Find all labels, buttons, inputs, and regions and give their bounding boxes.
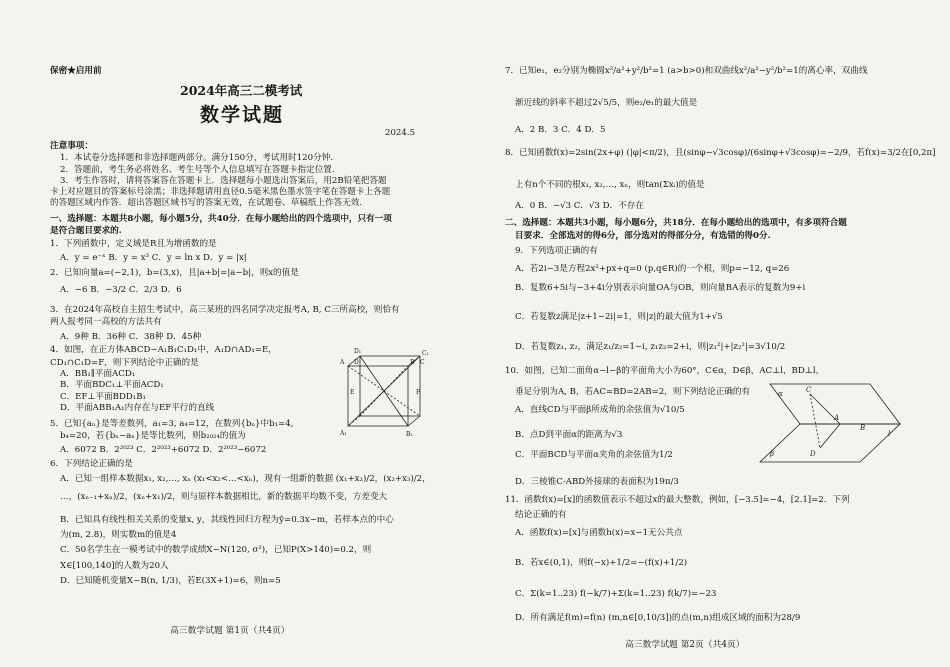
fig4-label: B bbox=[410, 359, 415, 366]
question-line-q5b: b₄=20，若{bₙ−aₙ}是等比数列，则b₂₀₂₄的值为 bbox=[60, 431, 246, 441]
dihedral-figure bbox=[750, 376, 910, 466]
question-line-q6D: D．已知随机变量X~B(n, 1/3)，若E(3X+1)=6，则n=5 bbox=[60, 576, 281, 586]
fig4-label: B₁ bbox=[406, 431, 413, 438]
exam-title: 2024年高三二模考试 bbox=[180, 83, 303, 98]
question-line-q7a: 7．已知e₁，e₂分别为椭圆x²/a²+y²/b²=1 (a>b>0)和双曲线x²/a²−y²/b²=1的离心率，双曲线 bbox=[505, 66, 868, 76]
question-line-n3b: 卡上对应题目的答案标号涂黑；非选择题请用直径0.5毫米黑色墨水签字笔在答题卡上各题 bbox=[50, 187, 391, 197]
question-line-q10A: A．直线CD与平面β所成角的余弦值为√10/5 bbox=[515, 405, 685, 415]
right-page bbox=[495, 0, 936, 667]
question-line-q4B: B．平面BDC₁⊥平面ACD₁ bbox=[60, 380, 164, 390]
fig4-label: C bbox=[420, 359, 425, 366]
exam-date: 2024.5 bbox=[385, 128, 416, 138]
question-line-q4b: CD₁∩C₁D=F，则下列结论中正确的是 bbox=[50, 358, 199, 368]
fig10-label: l bbox=[888, 430, 891, 438]
question-line-q8b: 上有n个不同的根x₁, x₂,…, xₙ，则tan(Σxᵢ)的值是 bbox=[515, 180, 705, 190]
question-line-q7b: 渐近线的斜率不超过2√5/5，则e₂/e₁的最大值是 bbox=[515, 98, 698, 108]
question-line-q11B: B．若x∈(0,1)，则f(−x)+1/2=−(f(x)+1/2) bbox=[515, 558, 688, 568]
question-line-n1: 1．本试卷分选择题和非选择题两部分。满分150分，考试用时120分钟. bbox=[60, 153, 334, 163]
fig4-label: D bbox=[354, 359, 359, 366]
question-line-n3a: 3．考生作答时，请将答案答在答题卡上．选择题每小题选出答案后，用2B铅笔把答题 bbox=[60, 176, 387, 186]
question-line-q6C1: C．50名学生在一模考试中的数学成绩X~N(120, σ²)，已知P(X>140)=0.2，则 bbox=[60, 545, 372, 555]
question-line-q9A: A．若2i−3是方程2x²+px+q=0 (p,q∈R)的一个根，则p=−12, q=26 bbox=[515, 264, 790, 274]
question-line-q10b: 垂足分别为A, B，若AC=BD=2AB=2，则下列结论正确的有 bbox=[515, 387, 751, 397]
question-line-q4C: C．EF⊥平面BDD₁B₁ bbox=[60, 392, 146, 402]
question-line-s2a: 二、选择题：本题共3小题，每小题6分，共18分．在每小题给出的选项中，有多项符合题 bbox=[505, 218, 847, 228]
confidential-mark: 保密★启用前 bbox=[50, 66, 102, 76]
question-line-q11D: D．所有满足f(m)=f(n) (m,n∈[0,10/3])的点(m,n)组成区域的面积为28/9 bbox=[515, 613, 801, 623]
question-line-q6A2: …，(xₙ₋₁+xₙ)/2，(xₙ+x₁)/2，则与原样本数据相比，新的数据平均数不变，方差变大 bbox=[60, 492, 388, 502]
question-line-q8o: A．0 B．−√3 C．√3 D．不存在 bbox=[515, 201, 644, 211]
question-line-s2b: 目要求．全部选对的得6分，部分选对的得部分分，有选错的得0分. bbox=[515, 231, 771, 241]
question-line-q4a: 4．如图，在正方体ABCD−A₁B₁C₁D₁中，A₁D∩AD₁=E， bbox=[50, 345, 277, 355]
fig4-label: E bbox=[350, 389, 355, 396]
footer-right: 高三数学试题 第2页（共4页） bbox=[625, 640, 745, 650]
question-line-q4D: D．平面ABB₁A₁内存在与EF平行的直线 bbox=[60, 403, 215, 413]
question-line-n2: 2．答题前，考生务必将姓名、考生号等个人信息填写在答题卡指定位置. bbox=[60, 165, 335, 175]
fig4-label: C₁ bbox=[422, 350, 429, 357]
question-line-q9B: B．复数6+5i与−3+4i分别表示向量OA与OB，则向量BA表示的复数为9+i bbox=[515, 283, 806, 293]
question-line-q6: 6．下列结论正确的是 bbox=[50, 459, 133, 469]
question-line-q9: 9．下列选项正确的有 bbox=[515, 246, 598, 256]
question-line-q6B2: 为(m, 2.8)，则实数m的值是4 bbox=[60, 530, 177, 540]
question-line-s1a: 一、选择题：本题共8小题，每小题5分，共40分．在每小题给出的四个选项中，只有一项 bbox=[50, 214, 392, 224]
question-line-q9D: D．若复数z₁, z₂，满足z₁/z₂=1−i, z₁z₂=2+i，则|z₁²|+|z₂²|=3√10/2 bbox=[515, 342, 786, 352]
question-line-q6C2: X∈[100,140]的人数为20人 bbox=[60, 561, 169, 571]
fig4-label: A₁ bbox=[340, 430, 347, 437]
footer-left: 高三数学试题 第1页（共4页） bbox=[170, 626, 290, 636]
question-line-notes: 注意事项： bbox=[50, 141, 93, 151]
fig4-label: F bbox=[416, 389, 421, 396]
question-line-q2o: A．−6 B．−3/2 C．2/3 D．6 bbox=[60, 285, 182, 295]
question-line-q1o: A．y = e⁻ˣ B．y = x³ C．y = ln x D．y = |x| bbox=[60, 253, 247, 263]
question-line-q5o: A．6072 B．2²⁰²³ C．2²⁰²³+6072 D．2²⁰²³−6072 bbox=[60, 445, 267, 455]
subject-title: 数学试题 bbox=[200, 104, 285, 126]
left-page bbox=[40, 0, 460, 667]
question-line-q10B: B．点D到平面α的距离为√3 bbox=[515, 430, 623, 440]
question-line-q8a: 8．已知函数f(x)=2sin(2x+φ) (|φ|<π/2)，且(sinφ−√3cosφ)/(6sinφ+√3cosφ)=−2/9，若f(x)=3/2在[0,2π] bbox=[505, 148, 936, 158]
question-line-q3o: A．9种 B．36种 C．38种 D．45种 bbox=[60, 332, 202, 342]
question-line-q7o: A．2 B．3 C．4 D．5 bbox=[515, 125, 606, 135]
question-line-q11b: 结论正确的有 bbox=[515, 510, 567, 520]
question-line-q5a: 5．已知{aₙ}是等差数列，a₁=3, a₄=12，在数列{bₙ}中b₁=4, bbox=[50, 419, 294, 429]
question-line-q4A: A．BB₁∥平面ACD₁ bbox=[60, 369, 136, 379]
question-line-q3a: 3．在2024年高校自主招生考试中，高三某班的四名同学决定报考A, B, C三所高校，则恰有 bbox=[50, 305, 400, 315]
question-line-q11A: A．函数f(x)=[x]与函数h(x)=x−1无公共点 bbox=[515, 528, 683, 538]
question-line-q11C: C．Σ(k=1..23) f(−k/7)+Σ(k=1..23) f(k/7)=−23 bbox=[515, 589, 717, 599]
question-line-s1b: 是符合题目要求的. bbox=[50, 226, 122, 236]
question-line-q2: 2．已知向量a=(−2,1)，b=(3,x)，且|a+b|=|a−b|，则x的值是 bbox=[50, 268, 299, 278]
fig10-label: A bbox=[834, 414, 840, 422]
fig4-label: A bbox=[340, 359, 345, 366]
question-line-q3b: 两人报考同一高校的方法共有 bbox=[50, 317, 162, 327]
question-line-q1: 1．下列函数中，定义域是R且为增函数的是 bbox=[50, 239, 217, 249]
question-line-q10D: D．三棱锥C-ABD外接球的表面积为19π/3 bbox=[515, 477, 679, 487]
fig4-label: D₁ bbox=[354, 348, 362, 355]
question-line-q10a: 10．如图，已知二面角α−l−β的平面角大小为60°，C∈α，D∈β，AC⊥l，BD⊥l， bbox=[505, 366, 825, 376]
question-line-q9C: C．若复数z满足|z+1−2i|=1，则|z|的最大值为1+√5 bbox=[515, 312, 723, 322]
fig10-label: α bbox=[778, 390, 783, 398]
question-line-q11a: 11．函数f(x)=[x]的函数值表示不超过x的最大整数，例如，[−3.5]=−4，[2.1]=2．下列 bbox=[505, 495, 850, 505]
fig10-label: β bbox=[770, 450, 775, 458]
cube-figure bbox=[340, 346, 440, 438]
question-line-q6A1: A．已知一组样本数据x₁, x₂,…, xₙ (x₁<x₂<…<xₙ)，现有一组新的数据 (x₁+x₂)/2，(x₂+x₃)/2， bbox=[60, 474, 431, 484]
fig10-label: B bbox=[860, 424, 866, 432]
fig10-label: C bbox=[806, 386, 812, 394]
question-line-q6B1: B．已知具有线性相关关系的变量x, y，其线性回归方程为ŷ=0.3x−m，若样本点的中心 bbox=[60, 515, 394, 525]
question-line-q10C: C．平面BCD与平面α夹角的余弦值为1/2 bbox=[515, 450, 673, 460]
question-line-n3c: 的答题区域内作答．超出答题区域书写的答案无效，在试题卷、草稿纸上作答无效. bbox=[50, 198, 363, 208]
fig10-label: D bbox=[810, 450, 816, 458]
